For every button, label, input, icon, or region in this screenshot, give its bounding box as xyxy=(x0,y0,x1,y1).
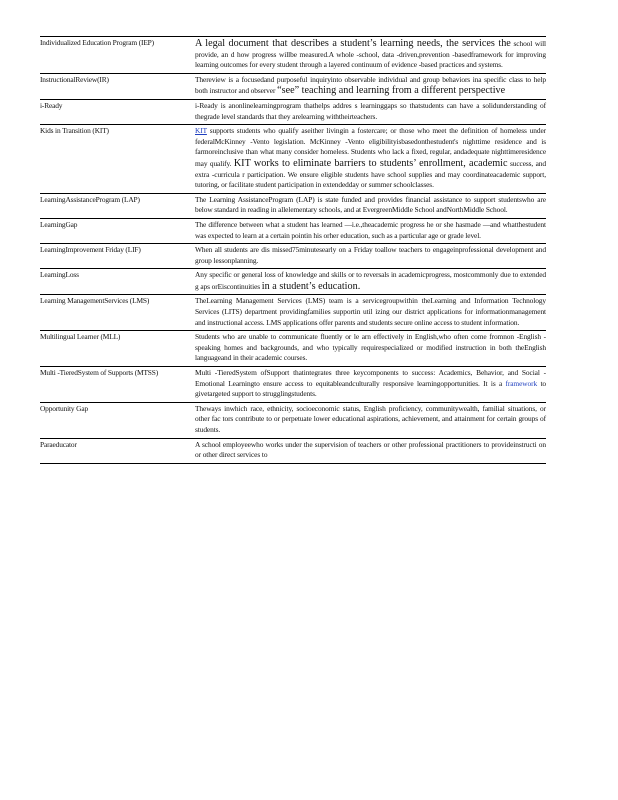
glossary-row xyxy=(40,194,546,219)
glossary-definition xyxy=(195,296,546,328)
definition-text: in a student’s education. xyxy=(261,280,361,292)
definition-text: success, and extra -curricula r participation. We ensure eligible students have school supplies and may coordinateacademic support, tutoring, or facilitate student participation in extendedday or summer schoolclasses. xyxy=(195,158,546,190)
definition-text: “see” teaching and learning from a different perspective xyxy=(277,85,506,97)
glossary-term: Paraeducator xyxy=(40,439,77,449)
glossary-term: Kids in Transition (KIT) xyxy=(40,126,109,136)
glossary-term: LearningGap xyxy=(40,219,78,229)
definition-text: Thereview is a focusedand purposeful inquiryinto observable individual and group behaviors ina specific class to help both instructor and observer xyxy=(195,74,546,96)
glossary-row xyxy=(40,36,546,74)
glossary-term: LearningImprovement Friday (LIF) xyxy=(40,245,141,255)
glossary-row xyxy=(40,269,546,295)
glossary-term: Learning ManagementServices (LMS) xyxy=(40,296,150,306)
glossary-definition xyxy=(195,220,546,241)
definition-text: Students who are unable to communicate fluently or le arn effectively in English,who often come fromnon -English -speaking homes and backgrounds, and who typically requirespecialized or modified instruction in both theEnglish languageand in their academic courses. xyxy=(195,332,546,363)
glossary-definition xyxy=(195,195,546,216)
glossary-definition xyxy=(195,101,546,122)
glossary-term: Opportunity Gap xyxy=(40,403,89,413)
glossary-term: Individualized Education Program (IEP) xyxy=(40,38,154,47)
definition-text: Any specific or general loss of knowledge and skills or to reversals in academicprogress, mostcommonly due to extended g aps orEiscontinuities xyxy=(195,270,546,291)
definition-text: Theways inwhich race, ethnicity, socioeconomic status, English proficiency, communitywealth, familial situations, or other fac tors contribute to or perpetuate lower educational aspirations, achievement, and attainment for certain groups of students. xyxy=(195,403,546,434)
definition-text: KIT works to eliminate barriers to students’ enrollment, academic xyxy=(233,157,508,169)
definition-text: The difference between what a student has learned —i.e.,theacademic progress he or she hasmade —and whatthestudent was expected to learn at a certain pointin his orher education, such as a particular age or grade level. xyxy=(195,219,546,240)
definition-text: i-Ready is anonlinelearningprogram thathelps addres s learninggaps so thatstudents can have a solidunderstanding of thegrade level standards that they arelearning withtheirteachers. xyxy=(195,100,546,121)
glossary-term: LearningLoss xyxy=(40,270,79,280)
glossary-term: i-Ready xyxy=(40,100,63,110)
definition-text: TheLearning Management Services (LMS) team is a servicegroupwithin theLearning and Information Technology Services (LITS) department providingfamilies supportin util izing our district applications for informationmanagement and instructional access. LMS applications offer parents and students secure online access to student information. xyxy=(195,296,546,327)
glossary-term: LearningAssistanceProgram (LAP) xyxy=(40,194,140,204)
glossary-term: InstructionalReview(IR) xyxy=(40,74,109,84)
definition-link[interactable]: framework xyxy=(505,378,538,388)
glossary-definition xyxy=(195,75,546,97)
definition-text: A legal document that describes a student’s learning needs, the services the xyxy=(195,38,511,49)
glossary-row xyxy=(40,219,546,244)
glossary-row xyxy=(40,125,546,194)
glossary-row xyxy=(40,74,546,100)
definition-text: Multi -TieredSystem ofSupport thatintegrates three keycomponents to success: Academics, Behavior, and Social -Emotional Learningto ensure access to equitableandculturally responsive learningopportunities. It is a xyxy=(195,368,546,388)
definition-text: When all students are dis missed75minutesearly on a Friday toallow teachers to engageinprofessional development and group lessonplanning. xyxy=(195,245,546,265)
glossary-definition xyxy=(195,270,546,292)
glossary-table xyxy=(40,36,546,464)
glossary-row xyxy=(40,331,546,367)
glossary-term: Multi -TieredSystem of Supports (MTSS) xyxy=(40,368,159,378)
glossary-definition xyxy=(195,245,546,266)
glossary-term: Multilingual Learner (MLL) xyxy=(40,332,121,342)
glossary-row xyxy=(40,367,546,403)
glossary-row xyxy=(40,100,546,125)
definition-link[interactable]: KIT xyxy=(195,126,207,136)
definition-text: school will provide, an d how progress willbe measured.A whole -school, data -driven,prevention -basedframework for improving learning outcomes for every student through a layered continuum of evidence -based practices and systems. xyxy=(195,39,547,70)
glossary-definition xyxy=(195,126,546,191)
definition-text: The Learning AssistanceProgram (LAP) is state funded and provides financial assistance to support studentswho are below standard in reading in allelementary schools, and at EvergreenMiddle School andNorthMiddle School. xyxy=(195,194,546,215)
definition-text: supports students who qualify aseither livingin a fostercare; or those who meet the definition of homeless under federalMcKinney -Vento legislation. McKinney -Vento eligibilityisbasedonthestudent's nighttime residence and is farmoreinclusive than what many consider homeless. Students who lack a fixed, regular, andadequate nighttimeresidence may qualify. xyxy=(195,126,546,168)
definition-text: A school employeewho works under the supervision of teachers or other professional practitioners to provideinstructi on or other direct services to xyxy=(195,439,546,460)
glossary-row xyxy=(40,439,546,464)
glossary-definition xyxy=(195,332,546,364)
definition-text: to givetargeted support to strugglingstudents. xyxy=(195,378,546,399)
glossary-definition xyxy=(195,368,546,400)
glossary-row xyxy=(40,244,546,269)
glossary-definition xyxy=(195,440,546,461)
glossary-definition xyxy=(195,38,546,71)
glossary-definition xyxy=(195,404,546,436)
glossary-row xyxy=(40,403,546,439)
glossary-row xyxy=(40,295,546,331)
